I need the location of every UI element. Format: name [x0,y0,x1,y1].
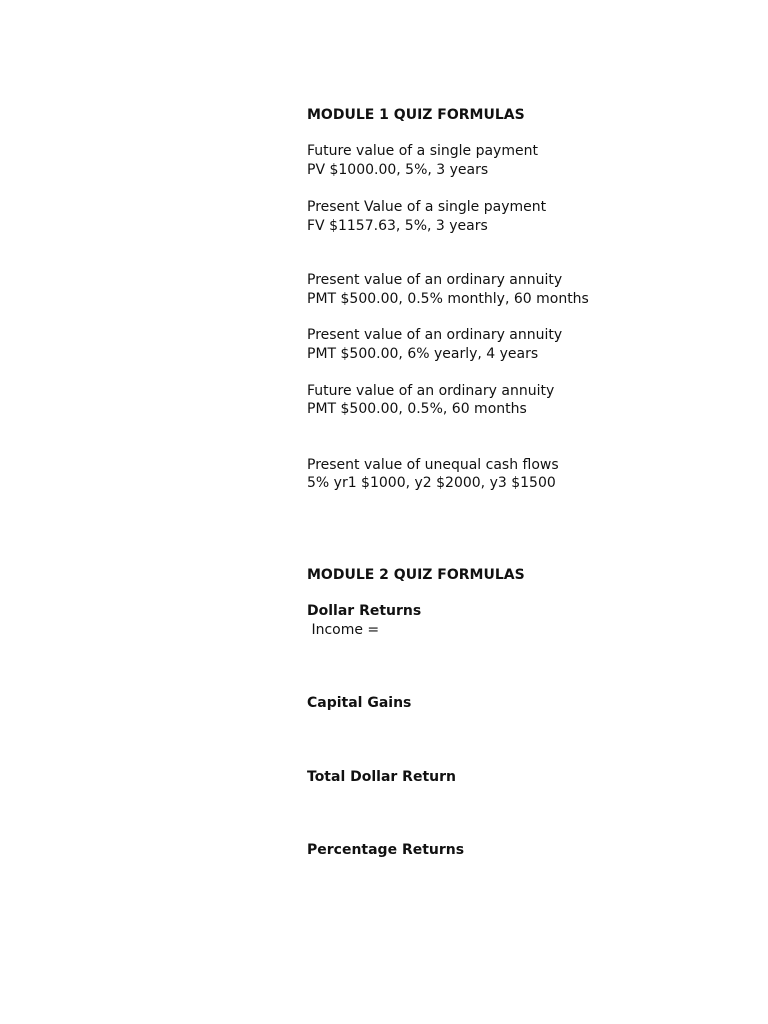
module-1-heading: MODULE 1 QUIZ FORMULAS [307,107,525,123]
formula-1-title: Future value of a single payment [307,143,538,159]
formula-6-detail: 5% yr1 $1000, y2 $2000, y3 $1500 [307,475,556,491]
formula-2-detail: FV $1157.63, 5%, 3 years [307,218,488,234]
formula-4-title: Present value of an ordinary annuity [307,327,563,343]
formula-1-detail: PV $1000.00, 5%, 3 years [307,162,489,178]
formula-4-detail: PMT $500.00, 6% yearly, 4 years [307,346,539,362]
formula-2-title: Present Value of a single payment [307,199,547,215]
formula-5-detail: PMT $500.00, 0.5%, 60 months [307,401,527,417]
dollar-returns-heading: Dollar Returns [307,603,422,619]
income-formula: Income = [307,622,380,638]
percentage-returns-heading: Percentage Returns [307,842,465,858]
formula-3-detail: PMT $500.00, 0.5% monthly, 60 months [307,291,589,307]
capital-gains-heading: Capital Gains [307,695,412,711]
formula-6-title: Present value of unequal cash flows [307,457,559,473]
formula-5-title: Future value of an ordinary annuity [307,383,555,399]
module-2-heading: MODULE 2 QUIZ FORMULAS [307,567,525,583]
formula-3-title: Present value of an ordinary annuity [307,272,563,288]
total-dollar-return-heading: Total Dollar Return [307,769,456,785]
